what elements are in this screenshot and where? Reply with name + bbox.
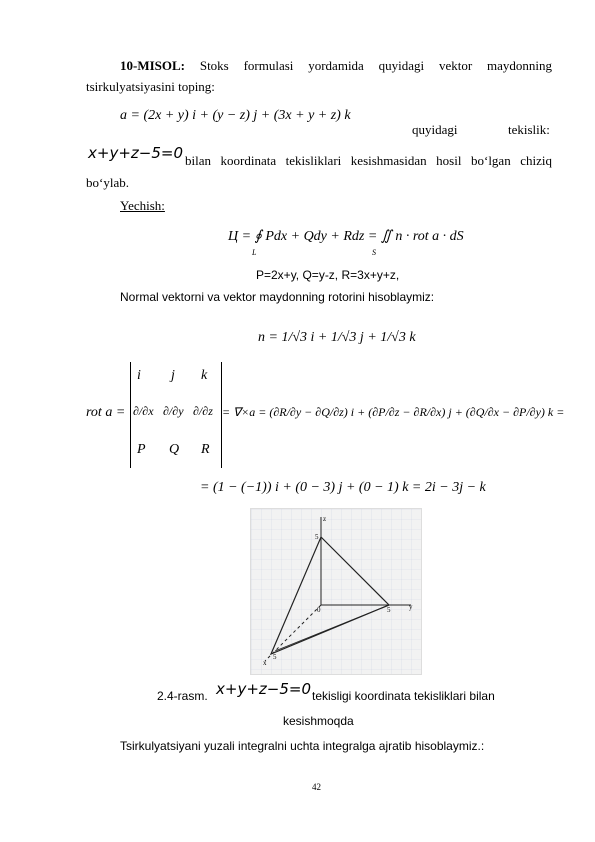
figure-plane-intersection [250,508,422,675]
label-5-x: 5 [273,653,277,661]
det-ddy: ∂/∂y [163,404,184,418]
label-5-z: 5 [315,533,319,541]
caption-text-2: kesishmoqda [283,714,354,728]
circulation-equation: Ц = ∮ Pdx + Qdy + Rdz = ∬ n · rot a · dS [228,229,464,244]
figure-graph [251,509,421,674]
plane-equation: x+y+z−5=0 [88,144,183,162]
normal-text: Normal vektorni va vektor maydonning rotorini hisoblaymiz: [120,290,435,304]
caption-prefix: 2.4-rasm. [157,689,208,703]
circulation-sub-l: L [252,248,257,257]
label-z: z [323,515,327,523]
problem-label: 10-MISOL: [120,58,185,73]
page-number: 42 [312,782,321,792]
label-origin: 0 [317,606,321,614]
det-p: P [137,442,146,457]
det-q: Q [169,442,180,457]
det-ddz: ∂/∂z [193,404,213,418]
rot-lhs: rot a = [86,405,126,420]
pqr-definition: P=2x+y, Q=y-z, R=3x+y+z, [256,268,400,282]
problem-intro: Stoks formulasi yordamida quyidagi vektor maydonning [199,58,553,73]
label-5-y: 5 [387,606,391,614]
caption-equation: x+y+z−5=0 [216,680,311,698]
closing-text: Tsirkulyatsiyani yuzali integralni uchta integralga ajratib hisoblaymiz.: [120,739,485,753]
circulation-sub-s: S [372,248,376,257]
normal-equation: n = 1/√3 i + 1/√3 j + 1/√3 k [258,330,416,345]
det-k: k [201,368,208,383]
determinant [130,362,222,468]
rot-result: = (1 − (−1)) i + (0 − 3) j + (0 − 1) k = 2i − 3j − k [200,480,486,495]
field-equation: a = (2x + y) i + (y − z) j + (3x + y + z) k [120,108,351,123]
plane-word-1: quyidagi [412,122,458,137]
det-ddx: ∂/∂x [133,404,154,418]
caption-text: tekisligi koordinata tekisliklari bilan [312,689,495,703]
problem-intro-cont: tsirkulyatsiyasini toping: [86,79,215,94]
plane-text: bilan koordinata tekisliklari kesishmasidan hosil bo‘lgan chiziq [185,153,552,168]
plane-word-2: tekislik: [508,122,550,137]
label-y: y [409,603,413,611]
problem-line-1 [120,58,552,74]
det-j: j [171,368,175,383]
plane-text-cont: bo‘ylab. [86,175,129,190]
solution-heading: Yechish: [120,198,165,213]
rot-rhs: = ∇×a = (∂R/∂y − ∂Q/∂z) i + (∂P/∂z − ∂R/∂x) j + (∂Q/∂x − ∂P/∂y) k = [222,405,565,419]
label-x: x [263,659,267,667]
det-i: i [137,368,141,383]
det-r: R [201,442,210,457]
